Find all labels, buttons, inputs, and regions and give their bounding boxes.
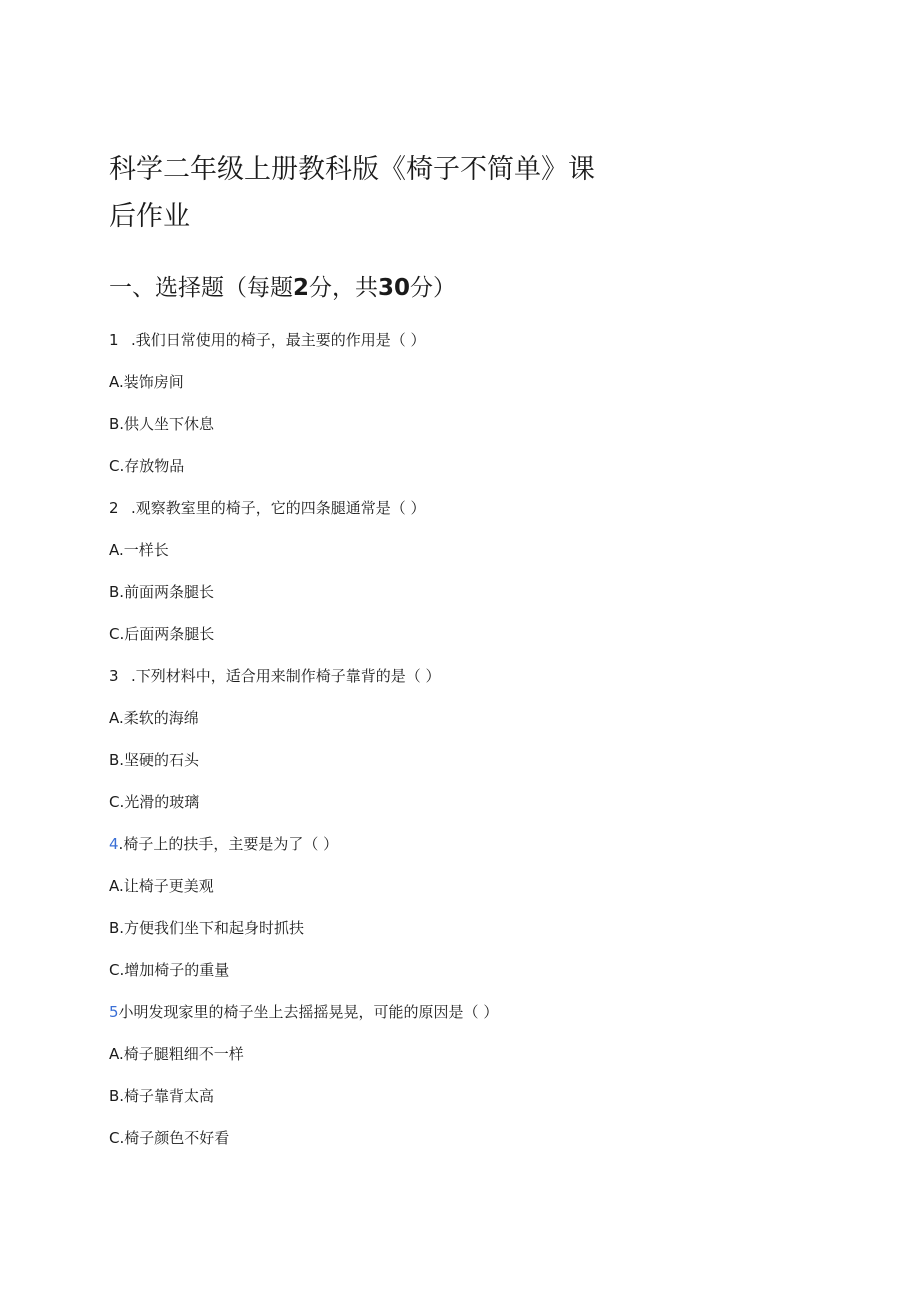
option-5c: C.椅子颜色不好看 <box>109 1129 230 1147</box>
title-line-2: 后作业 <box>109 201 190 232</box>
option-3a: A.柔软的海绵 <box>109 709 199 727</box>
option-3b: B.坚硬的石头 <box>109 751 200 769</box>
option-2b: B.前面两条腿长 <box>109 583 215 601</box>
question-number: 3 <box>109 667 119 685</box>
option-1b: B.供人坐下休息 <box>109 415 215 433</box>
question-text: .我们日常使用的椅子，最主要的作用是（ ） <box>131 331 426 349</box>
section-heading <box>109 270 456 306</box>
question-text: .椅子上的扶手，主要是为了（ ） <box>118 835 339 853</box>
option-1a: A.装饰房间 <box>109 373 184 391</box>
question-number: 2 <box>109 499 119 517</box>
document-title <box>109 146 629 240</box>
section-total-score: 30 <box>378 275 411 301</box>
section-suffix: 分） <box>410 275 457 301</box>
question-number: 4 <box>109 835 119 853</box>
question-text: 小明发现家里的椅子坐上去摇摇晃晃，可能的原因是（ ） <box>118 1003 499 1021</box>
question-1 <box>109 325 809 367</box>
question-4 <box>109 829 809 871</box>
question-text: .观察教室里的椅子，它的四条腿通常是（ ） <box>131 499 426 517</box>
option-5a: A.椅子腿粗细不一样 <box>109 1045 244 1063</box>
option-5b: B.椅子靠背太高 <box>109 1087 215 1105</box>
option-4b: B.方便我们坐下和起身时抓扶 <box>109 919 305 937</box>
question-3 <box>109 661 809 703</box>
title-line-1: 科学二年级上册教科版《椅子不简单》课 <box>109 154 595 185</box>
question-list <box>109 325 809 1165</box>
section-per-score: 2 <box>293 275 310 301</box>
question-number: 5 <box>109 1003 119 1021</box>
question-5 <box>109 997 809 1039</box>
option-4c: C.增加椅子的重量 <box>109 961 230 979</box>
section-middle: 分，共 <box>309 275 379 301</box>
option-2a: A.一样长 <box>109 541 169 559</box>
question-text: .下列材料中，适合用来制作椅子靠背的是（ ） <box>131 667 441 685</box>
option-3c: C.光滑的玻璃 <box>109 793 200 811</box>
section-prefix: 一、选择题（每题 <box>109 275 293 301</box>
option-4a: A.让椅子更美观 <box>109 877 214 895</box>
option-2c: C.后面两条腿长 <box>109 625 215 643</box>
option-1c: C.存放物品 <box>109 457 185 475</box>
question-number: 1 <box>109 331 119 349</box>
question-2 <box>109 493 809 535</box>
